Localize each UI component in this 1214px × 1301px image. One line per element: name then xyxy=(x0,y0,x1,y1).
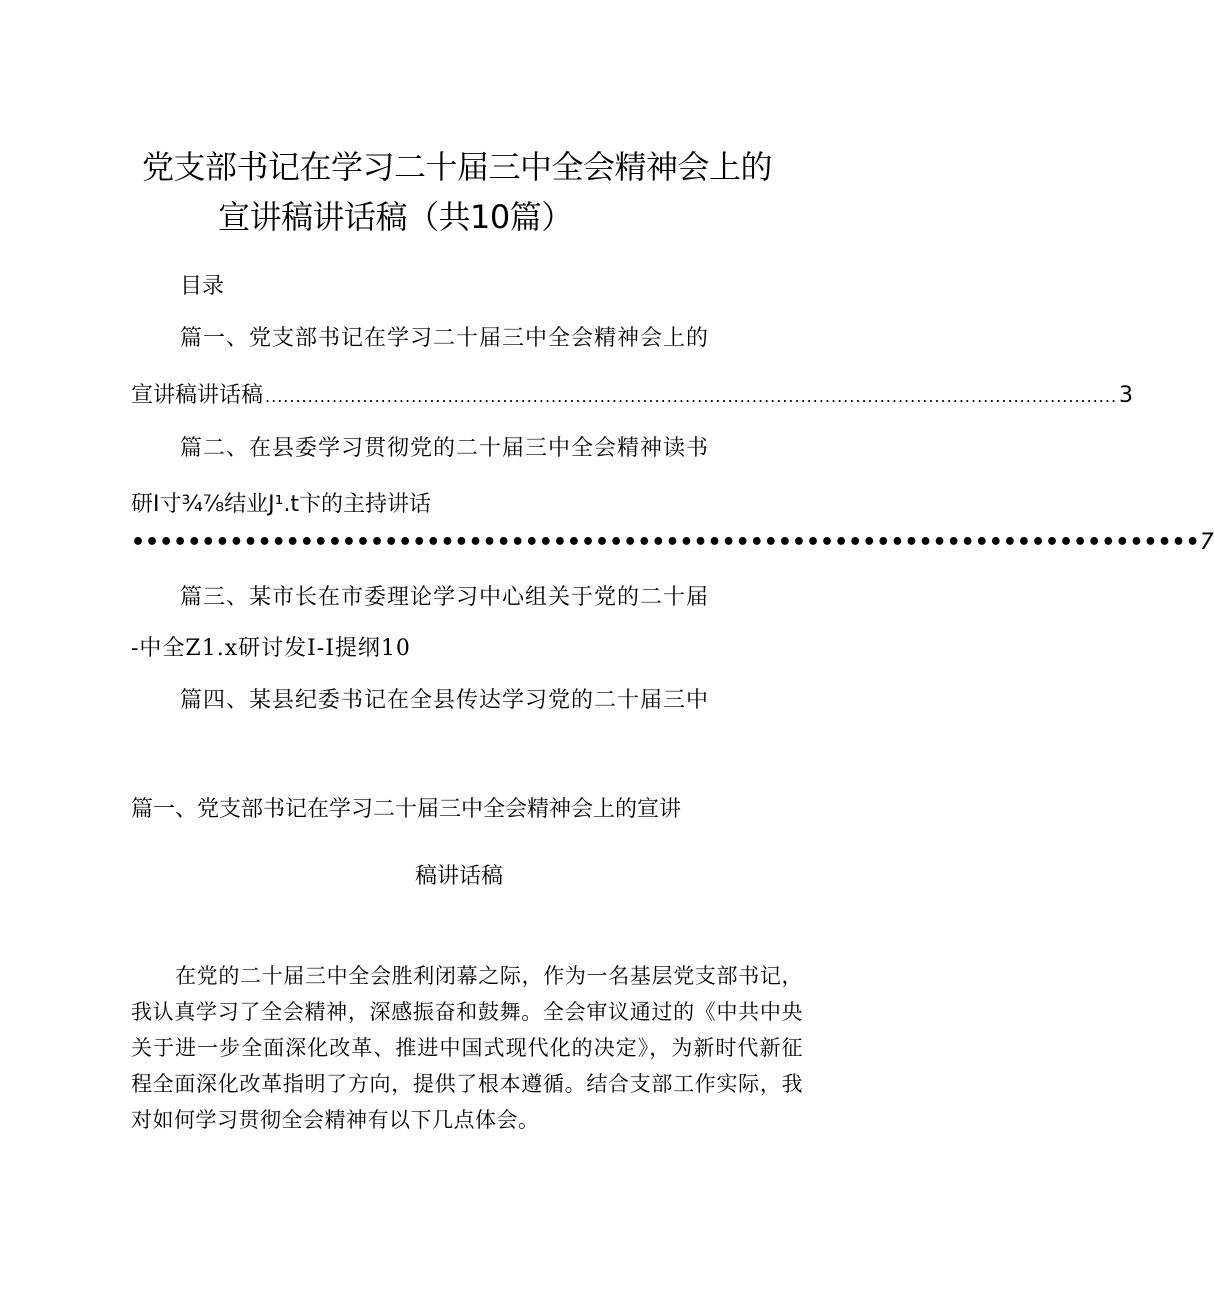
toc-entry-2-line-1[interactable]: 篇二、在县委学习贯彻党的二十届三中全会精神读书 xyxy=(180,436,710,461)
toc-entry-2-page-number: 7 xyxy=(1199,530,1214,555)
toc-entry-2-line-3[interactable] xyxy=(131,528,1214,558)
toc-entry-3-line-2[interactable]: -中全Z1.x研讨发I-I提纲10 xyxy=(131,636,411,661)
toc-entry-4-line-1[interactable]: 篇四、某县纪委书记在全县传达学习党的二十届三中 xyxy=(180,688,710,713)
toc-entry-1-line-1[interactable]: 篇一、党支部书记在学习二十届三中全会精神会上的 xyxy=(180,326,710,351)
toc-entry-1-line-2[interactable] xyxy=(131,381,1134,412)
toc-entry-2-leader-dots: •••••••••••••••••••••••••••••••••••••••••••••••••••••••••••••••••••••••••••• xyxy=(131,530,1200,555)
toc-entry-1-page-number: 3 xyxy=(1119,383,1134,408)
toc-entry-1-leader-dots: ............................................................................................................................................ xyxy=(265,387,1118,406)
toc-entry-3-line-1[interactable]: 篇三、某市长在市委理论学习中心组关于党的二十届 xyxy=(180,585,710,610)
section-heading-line-1: 篇一、党支部书记在学习二十届三中全会精神会上的宣讲 xyxy=(131,797,682,822)
toc-entry-2-line-2[interactable]: 研I寸¾⅞结业J¹.t卞的主持讲话 xyxy=(131,492,432,517)
section-paragraph: 在党的二十届三中全会胜利闭幕之际，作为一名基层党支部书记，我认真学习了全会精神，深感振奋和鼓舞。全会审议通过的《中共中央关于进一步全面深化改革、推进中国式现代化的决定》，为新时代新征程全面深化改革指明了方向，提供了根本遵循。结合支部工作实际，我对如何学习贯彻全会精神有以下几点体会。 xyxy=(131,964,803,1132)
section-heading-line-2: 稿讲话稿 xyxy=(415,864,504,889)
document-title-line-1: 党支部书记在学习二十届三中全会精神会上的 xyxy=(142,148,773,186)
toc-heading: 目录 xyxy=(180,274,225,299)
document-title-line-2: 宣讲稿讲话稿（共10篇） xyxy=(218,198,573,236)
toc-entry-1-title: 宣讲稿讲话稿 xyxy=(131,383,264,408)
